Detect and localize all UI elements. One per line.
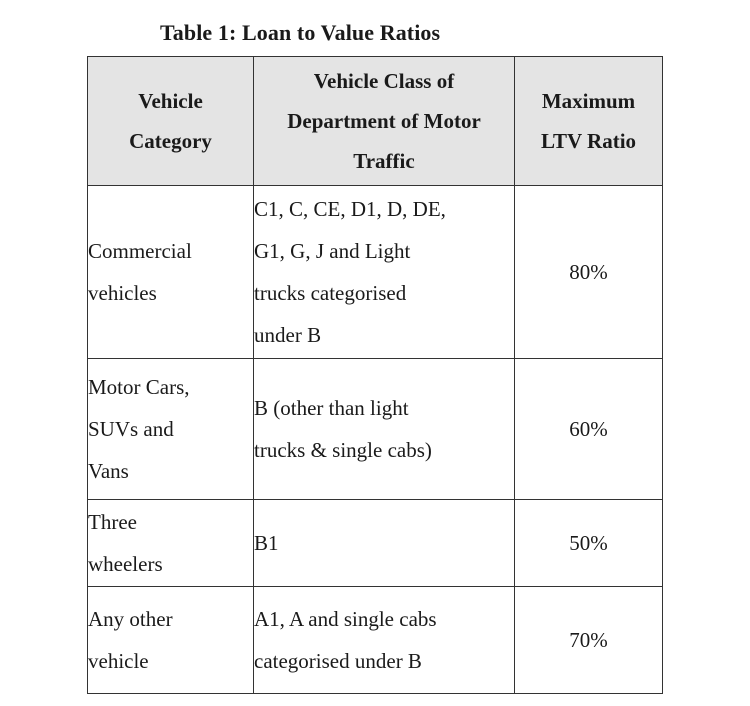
category-cell	[88, 186, 254, 359]
header-max-ltv-ratio	[515, 57, 663, 186]
cell-text-line: A1, A and single cabs	[254, 607, 437, 631]
header-vehicle-class	[254, 57, 515, 186]
vehicle-class-cell	[254, 186, 515, 359]
ltv-ratio-cell: 70%	[515, 587, 663, 694]
category-cell	[88, 500, 254, 587]
vehicle-class-cell	[254, 500, 515, 587]
table-row	[88, 500, 663, 587]
header-text-line: LTV Ratio	[540, 129, 637, 153]
header-row	[88, 57, 663, 186]
header-text-line: Vehicle	[138, 89, 203, 113]
cell-text-line: B (other than light	[254, 396, 409, 420]
cell-text-line: C1, C, CE, D1, D, DE,	[254, 197, 446, 221]
cell-text-line: Any other	[88, 607, 173, 631]
cell-text-line: trucks & single cabs)	[254, 438, 432, 462]
ltv-ratio-cell: 60%	[515, 359, 663, 500]
table-caption: Table 1: Loan to Value Ratios	[160, 20, 441, 45]
header-text-line: Category	[129, 129, 212, 153]
header-text-line: Maximum	[541, 89, 636, 113]
cell-text-line: Three	[88, 510, 137, 534]
cell-text-line: SUVs and	[88, 417, 174, 441]
cell-text-line: Motor Cars,	[88, 375, 190, 399]
vehicle-class-cell	[254, 587, 515, 694]
table-row	[88, 587, 663, 694]
cell-text-line: vehicles	[88, 281, 157, 305]
header-vehicle-category	[88, 57, 254, 186]
ltv-ratio-cell: 80%	[515, 186, 663, 359]
category-cell	[88, 587, 254, 694]
cell-text-line: vehicle	[88, 649, 149, 673]
cell-text-line: B1	[254, 531, 279, 555]
cell-text-line: under B	[254, 323, 322, 347]
cell-text-line: trucks categorised	[254, 281, 407, 305]
header-text-line: Vehicle Class of	[313, 69, 455, 93]
header-text-line: Department of Motor	[287, 109, 481, 133]
category-cell	[88, 359, 254, 500]
vehicle-class-cell	[254, 359, 515, 500]
cell-text-line: Commercial	[88, 239, 192, 263]
cell-text-line: G1, G, J and Light	[254, 239, 411, 263]
table-row	[88, 186, 663, 359]
cell-text-line: wheelers	[88, 552, 163, 576]
header-text-line: Traffic	[353, 149, 415, 173]
cell-text-line: Vans	[88, 459, 129, 483]
cell-text-line: categorised under B	[254, 649, 422, 673]
loan-to-value-table	[87, 56, 663, 694]
ltv-ratio-cell: 50%	[515, 500, 663, 587]
table-row	[88, 359, 663, 500]
